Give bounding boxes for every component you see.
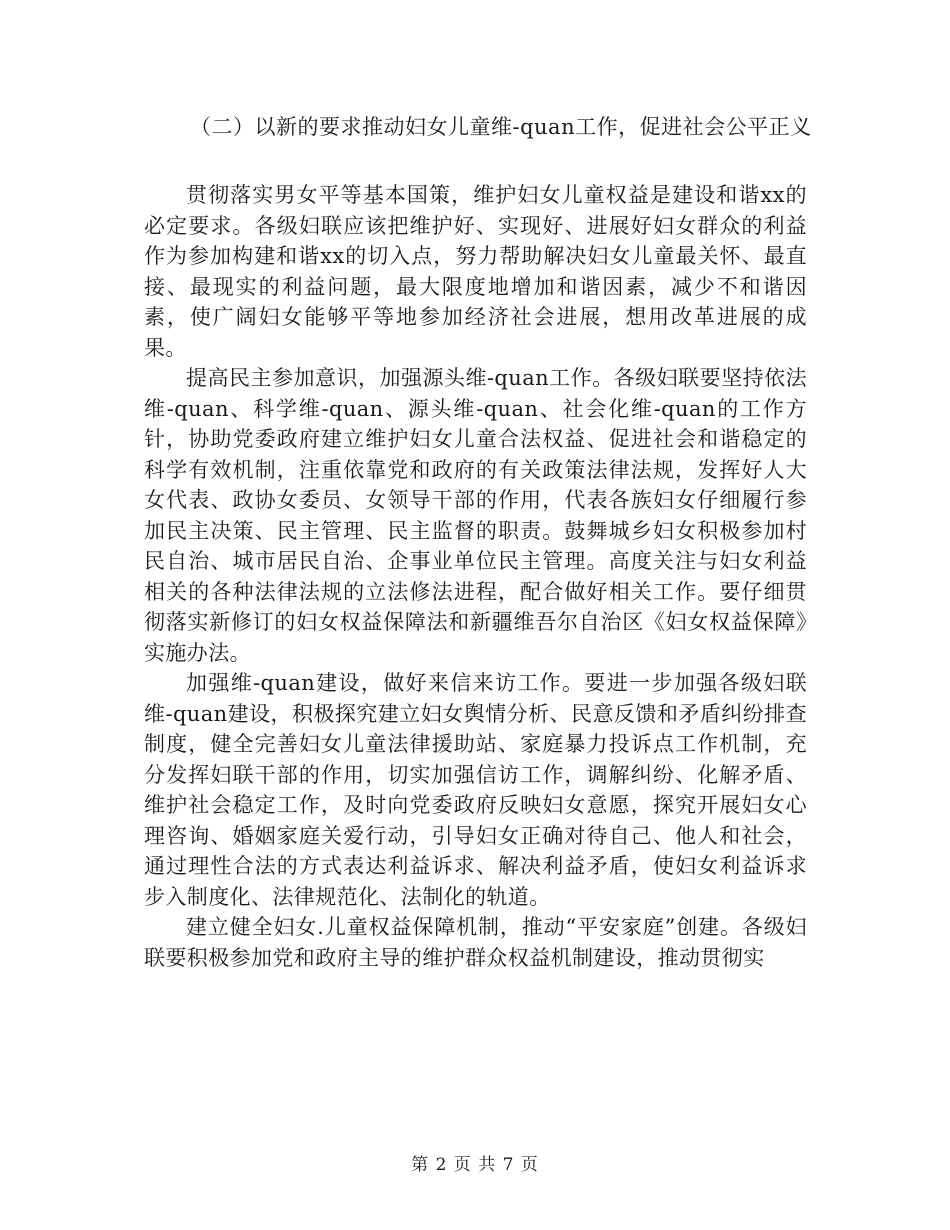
paragraph-1: 贯彻落实男女平等基本国策，维护妇女儿童权益是建设和谐xx的必定要求。各级妇联应该把维护好、实现好、进展好妇女群众的利益作为参加构建和谐xx的切入点，努力帮助解决妇女儿童最关怀、最直接、最现实的利益问题，最大限度地增加和谐因素，减少不和谐因素，使广阔妇女能够平等地参加经济社会进展，想用改革进展的成果。: [144, 183, 807, 360]
body-text: [144, 180, 807, 973]
paragraph-2: 提高民主参加意识，加强源头维-quan工作。各级妇联要坚持依法维-quan、科学维-quan、源头维-quan、社会化维-quan的工作方针，协助党委政府建立维护妇女儿童合法权益、促进社会和谐稳定的科学有效机制，注重依靠党和政府的有关政策法律法规，发挥好人大女代表、政协女委员、女领导干部的作用，代表各族妇女仔细履行参加民主决策、民主管理、民主监督的职责。鼓舞城乡妇女积极参加村民自治、城市居民自治、企事业单位民主管理。高度关注与妇女利益相关的各种法律法规的立法修法进程，配合做好相关工作。要仔细贯彻落实新修订的妇女权益保障法和新疆维吾尔自治区《妇女权益保障》实施办法。: [144, 366, 807, 665]
page-number-footer: 第 2 页 共 7 页: [411, 1155, 539, 1175]
paragraph-3: 加强维-quan建设，做好来信来访工作。要进一步加强各级妇联维-quan建设，积极探究建立妇女舆情分析、民意反馈和矛盾纠纷排查制度，健全完善妇女儿童法律援助站、家庭暴力投诉点工作机制，充分发挥妇联干部的作用，切实加强信访工作，调解纠纷、化解矛盾、维护社会稳定工作，及时向党委政府反映妇女意愿，探究开展妇女心理咨询、婚姻家庭关爱行动，引导妇女正确对待自己、他人和社会，通过理性合法的方式表达利益诉求、解决利益矛盾，使妇女利益诉求步入制度化、法律规范化、法制化的轨道。: [144, 671, 807, 909]
paragraph-4: 建立健全妇女.儿童权益保障机制，推动“平安家庭”创建。各级妇联要积极参加党和政府主导的维护群众权益机制建设，推动贯彻实: [144, 915, 807, 970]
section-heading: （二）以新的要求推动妇女儿童维-quan工作，促进社会公平正义: [190, 115, 812, 139]
